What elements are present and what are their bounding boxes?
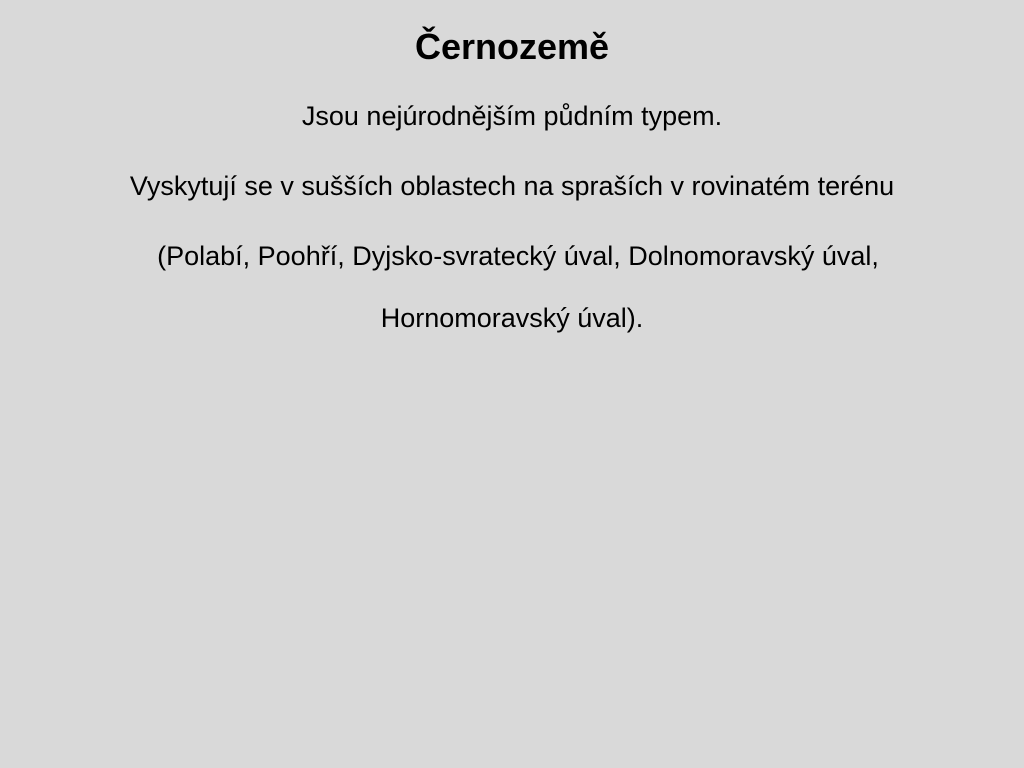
- body-text-line: Hornomoravský úval).: [380, 303, 644, 333]
- body-text-line: Vyskytují se v sušších oblastech na spraších v rovinatém terénu: [129, 171, 895, 201]
- slide-title: Černozemě: [414, 26, 610, 67]
- body-text-line: (Polabí, Poohří, Dyjsko-svratecký úval, Dolnomoravský úval,: [157, 241, 879, 271]
- body-text-line: Jsou nejúrodnějším půdním typem.: [301, 101, 723, 131]
